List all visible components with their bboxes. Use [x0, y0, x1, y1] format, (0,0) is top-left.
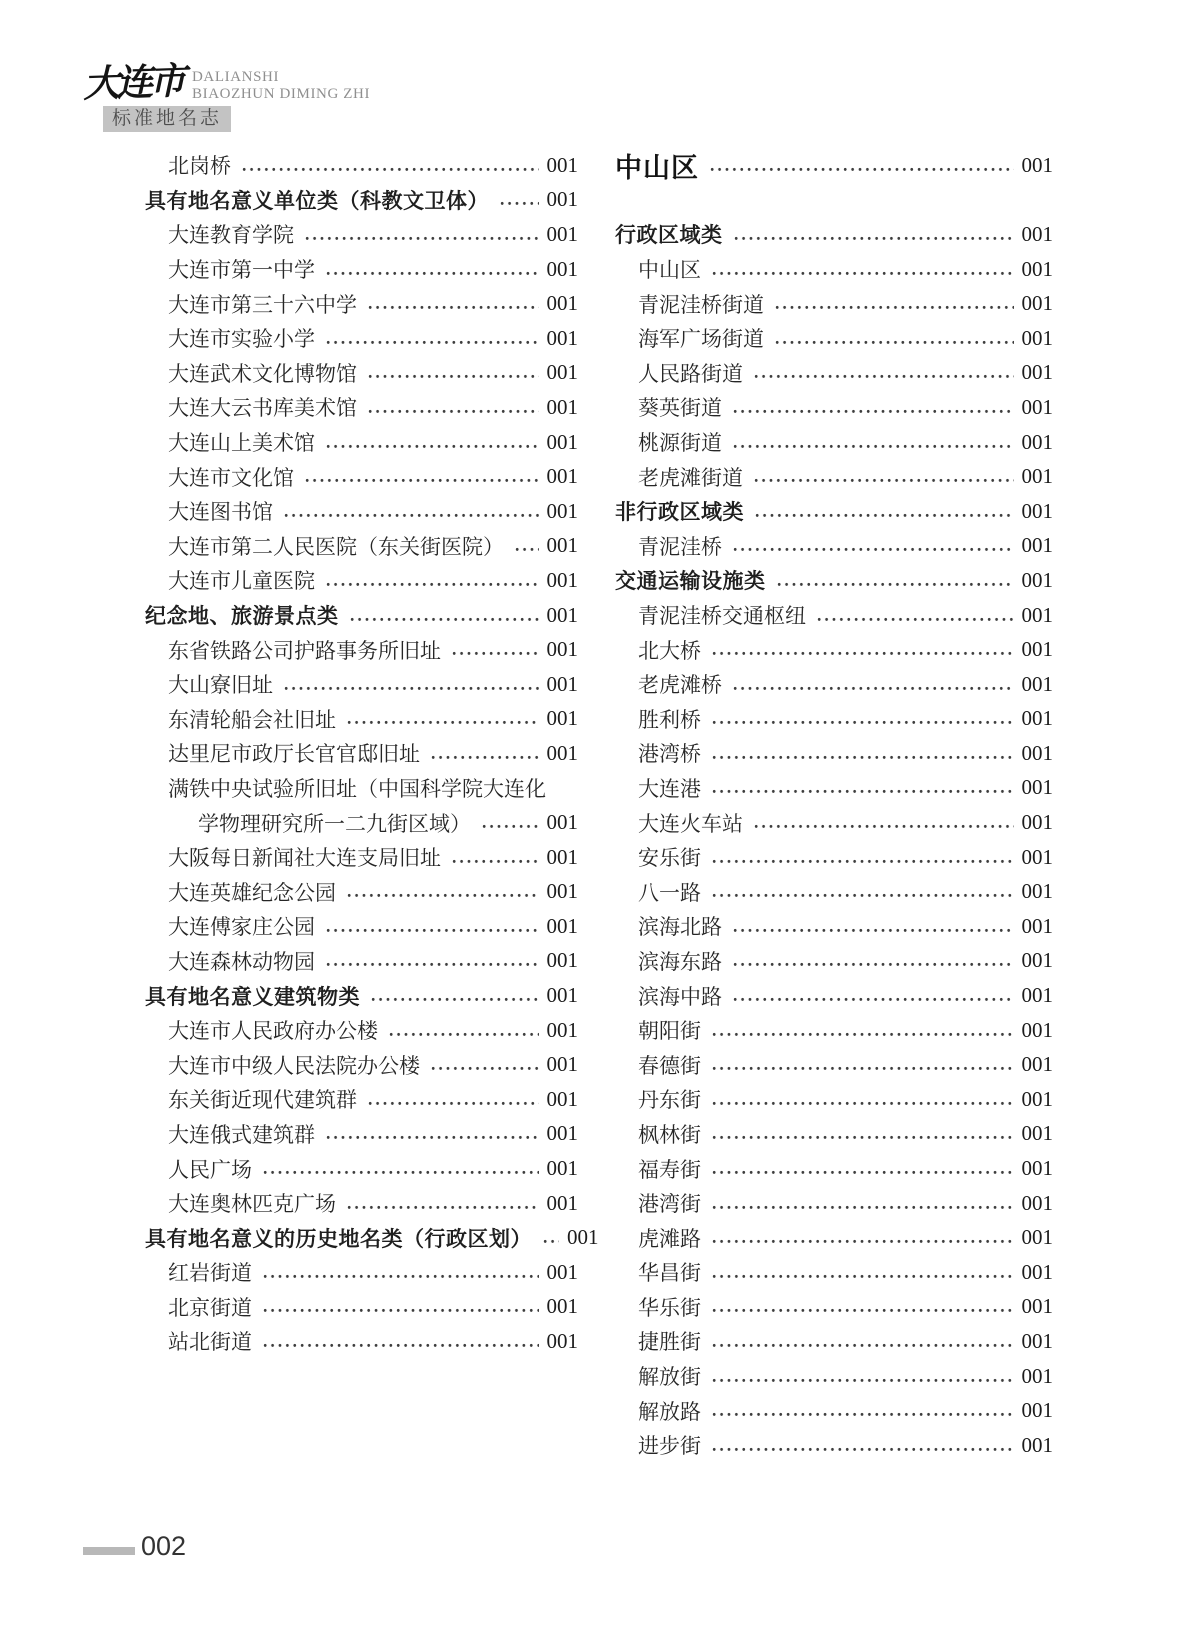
toc-entry-page: 001 [546, 1086, 578, 1111]
toc-entry [615, 459, 1053, 494]
toc-entry [615, 494, 1053, 529]
toc-entry [615, 1290, 1053, 1325]
toc-entry-title: 非行政区域类 [615, 501, 744, 525]
toc-entry-title: 大连市文化馆 [168, 465, 294, 490]
toc-entry-title: 大连武术文化博物馆 [168, 361, 357, 386]
toc-entry [145, 909, 578, 944]
toc-entry [615, 978, 1053, 1013]
toc-entry-title: 东省铁路公司护路事务所旧址 [168, 638, 441, 663]
toc-entry-title: 青泥洼桥 [638, 534, 722, 559]
toc-entry-page: 001 [1021, 1190, 1053, 1215]
toc-entry-page: 001 [546, 1052, 578, 1077]
toc-entry [145, 1151, 578, 1186]
toc-entry [615, 252, 1053, 287]
toc-entry-page: 001 [1021, 291, 1053, 316]
dot-leader [754, 824, 1014, 829]
toc-entry [145, 771, 578, 806]
toc-entry-title: 大连市第二人民医院（东关街医院） [168, 534, 504, 559]
toc-entry-title: 红岩街道 [168, 1261, 252, 1286]
toc-entry [145, 840, 578, 875]
logo-english-line1: DALIANSHI [192, 69, 280, 85]
dot-leader [712, 1343, 1014, 1348]
toc-entry [145, 736, 578, 771]
dot-leader [712, 1170, 1014, 1175]
toc-entry-title: 朝阳街 [638, 1019, 701, 1044]
dot-leader [305, 478, 539, 483]
dot-leader [263, 1274, 539, 1279]
toc-entry-page: 001 [546, 671, 578, 696]
dot-leader [326, 271, 539, 276]
toc-entry [615, 1186, 1053, 1221]
toc-entry-title: 老虎滩桥 [638, 673, 722, 698]
toc-entry-title: 具有地名意义的历史地名类（行政区划） [145, 1227, 532, 1251]
dot-leader [733, 997, 1014, 1002]
dot-leader [733, 928, 1014, 933]
dot-leader [754, 478, 1014, 483]
toc-entry-title: 解放路 [638, 1399, 701, 1424]
toc-entry-title: 华乐街 [638, 1295, 701, 1320]
toc-entry-page: 001 [546, 948, 578, 973]
toc-entry-page: 001 [1021, 325, 1053, 350]
toc-entry [145, 529, 578, 564]
toc-entry-page: 001 [1021, 1156, 1053, 1181]
toc-entry-title: 大连火车站 [638, 811, 743, 836]
toc-entry-page: 001 [546, 1121, 578, 1146]
toc-entry-title: 大阪每日新闻社大连支局旧址 [168, 846, 441, 871]
toc-entry-page: 001 [1021, 567, 1053, 592]
dot-leader [368, 374, 539, 379]
toc-entry-page: 001 [1021, 1259, 1053, 1284]
toc-entry-title: 八一路 [638, 880, 701, 905]
toc-entry [145, 252, 578, 287]
toc-entry [615, 356, 1053, 391]
toc-entry-title: 大连市儿童医院 [168, 569, 315, 594]
toc-entry-page: 001 [1021, 1294, 1053, 1319]
toc-entry-title: 青泥洼桥交通枢纽 [638, 604, 806, 629]
toc-entry-title: 大连奥林匹克广场 [168, 1192, 336, 1217]
toc-entry-title: 大连市中级人民法院办公楼 [168, 1053, 420, 1078]
footer-bar [83, 1547, 135, 1555]
toc-entry [615, 944, 1053, 979]
toc-entry-page: 001 [546, 602, 578, 627]
dot-leader [305, 236, 539, 241]
toc-entry-title: 大连市第一中学 [168, 258, 315, 283]
dot-leader [284, 513, 539, 518]
toc-entry-title: 华昌街 [638, 1261, 701, 1286]
toc-entry [145, 1186, 578, 1221]
toc-entry [615, 1117, 1053, 1152]
toc-entry [615, 1359, 1053, 1394]
dot-leader [755, 513, 1014, 518]
toc-entry [145, 1082, 578, 1117]
dot-leader [452, 859, 539, 864]
dot-leader [775, 305, 1014, 310]
toc-entry [615, 1151, 1053, 1186]
toc-entry [145, 356, 578, 391]
toc-entry-page: 001 [1021, 602, 1053, 627]
toc-entry-page: 001 [1021, 394, 1053, 419]
toc-entry-page: 001 [546, 1328, 578, 1353]
toc-entry-page: 001 [1021, 948, 1053, 973]
toc-entry-page: 001 [1021, 1086, 1053, 1111]
toc-entry-page: 001 [546, 879, 578, 904]
toc-entry-title: 葵英街道 [638, 396, 722, 421]
toc-entry-page: 001 [1021, 913, 1053, 938]
dot-leader [710, 167, 1014, 172]
toc-entry-title: 大连森林动物园 [168, 949, 315, 974]
dot-leader [712, 893, 1014, 898]
toc-entry-page: 001 [1021, 1017, 1053, 1042]
dot-leader [733, 962, 1014, 967]
toc-entry [145, 874, 578, 909]
toc-entry-title: 满铁中央试验所旧址（中国科学院大连化 [168, 776, 546, 801]
logo-english [192, 69, 370, 103]
dot-leader [326, 1135, 539, 1140]
toc-entry [145, 217, 578, 252]
dot-leader [326, 928, 539, 933]
toc-entry-page: 001 [546, 740, 578, 765]
dot-leader [712, 1447, 1014, 1452]
dot-leader [368, 1101, 539, 1106]
toc-entry [615, 909, 1053, 944]
toc-entry [145, 563, 578, 598]
logo-subtitle-badge: 标准地名志 [103, 106, 231, 132]
dot-leader [712, 859, 1014, 864]
toc-entry [615, 771, 1053, 806]
toc-entry-title: 海军广场街道 [638, 327, 764, 352]
dot-leader [326, 962, 539, 967]
toc-entry-page: 001 [1021, 671, 1053, 696]
dot-leader [452, 651, 539, 656]
dot-leader [712, 271, 1014, 276]
toc-entry-page: 001 [546, 360, 578, 385]
toc-entry-title: 大连市人民政府办公楼 [168, 1019, 378, 1044]
dot-leader [712, 1101, 1014, 1106]
dot-leader [347, 893, 539, 898]
toc-entry-title: 站北街道 [168, 1330, 252, 1355]
toc-entry-title: 大连教育学院 [168, 223, 294, 248]
toc-entry-page: 001 [1021, 1432, 1053, 1457]
toc-entry-page: 001 [1021, 1121, 1053, 1146]
toc-entry [615, 148, 1053, 183]
toc-entry-page: 001 [1021, 221, 1053, 246]
toc-entry-title: 达里尼市政厅长官官邸旧址 [168, 742, 420, 767]
toc-entry-page: 001 [1021, 1363, 1053, 1388]
dot-leader [263, 1343, 539, 1348]
toc-entry [145, 148, 578, 183]
toc-entry-title: 交通运输设施类 [615, 570, 766, 594]
dot-leader [431, 1066, 539, 1071]
toc-entry-title: 春德街 [638, 1053, 701, 1078]
toc-entry [615, 1324, 1053, 1359]
toc-entry [615, 1082, 1053, 1117]
toc-entry-title: 青泥洼桥街道 [638, 292, 764, 317]
toc-entry-title: 北京街道 [168, 1295, 252, 1320]
toc-entry-title: 纪念地、旅游景点类 [145, 605, 339, 629]
toc-entry [145, 598, 578, 633]
toc-entry-title: 进步街 [638, 1434, 701, 1459]
toc-entry-page: 001 [1021, 1398, 1053, 1423]
toc-entry-title: 具有地名意义单位类（科教文卫体） [145, 189, 489, 213]
dot-leader [347, 720, 539, 725]
logo-english-line2: BIAOZHUN DIMING ZHI [192, 85, 371, 102]
dot-leader [712, 755, 1014, 760]
toc-entry [145, 459, 578, 494]
toc-entry-page: 001 [546, 1017, 578, 1042]
toc-left-column [145, 148, 599, 1359]
toc-entry [145, 805, 578, 840]
toc-entry [145, 1013, 578, 1048]
toc-entry-page: 001 [546, 1190, 578, 1215]
toc-entry-title: 大连英雄纪念公园 [168, 880, 336, 905]
toc-entry [145, 494, 578, 529]
toc-entry-title: 虎滩路 [638, 1226, 701, 1251]
toc-entry [145, 1047, 578, 1082]
toc-entry [615, 286, 1053, 321]
toc-entry-title: 捷胜街 [638, 1330, 701, 1355]
dot-leader [754, 374, 1014, 379]
toc-entry-page: 001 [546, 913, 578, 938]
dot-leader [389, 1032, 539, 1037]
dot-leader [368, 409, 539, 414]
toc-entry-title: 大连市实验小学 [168, 327, 315, 352]
toc-entry [615, 598, 1053, 633]
toc-entry-title: 大连大云书库美术馆 [168, 396, 357, 421]
dot-leader [712, 1308, 1014, 1313]
dot-leader [350, 617, 539, 622]
toc-entry-title: 大连港 [638, 776, 701, 801]
toc-entry-page: 001 [1021, 533, 1053, 558]
toc-entry-title: 东关街近现代建筑群 [168, 1088, 357, 1113]
toc-entry-title: 学物理研究所一二九街区域） [198, 811, 471, 836]
page-number: 002 [141, 1531, 187, 1561]
toc-entry [145, 1255, 578, 1290]
toc-entry-title: 大连俄式建筑群 [168, 1122, 315, 1147]
toc-entry [615, 874, 1053, 909]
toc-entry-page: 001 [1021, 360, 1053, 385]
dot-leader [712, 1205, 1014, 1210]
dot-leader [482, 824, 539, 829]
toc-entry-title: 中山区 [615, 152, 699, 183]
toc-entry [145, 667, 578, 702]
toc-entry-page: 001 [1021, 464, 1053, 489]
toc-entry-page: 001 [546, 187, 578, 212]
toc-entry-title: 北岗桥 [168, 154, 231, 179]
dot-leader [734, 236, 1014, 241]
toc-entry [145, 183, 578, 218]
brand-logo [82, 58, 371, 132]
toc-entry [145, 702, 578, 737]
toc-entry-title: 大连山上美术馆 [168, 431, 315, 456]
toc-entry [615, 425, 1053, 460]
toc-entry-page: 001 [1021, 775, 1053, 800]
toc-entry-title: 人民广场 [168, 1157, 252, 1182]
toc-entry-page: 001 [1021, 152, 1053, 177]
toc-entry-page: 001 [546, 152, 578, 177]
toc-entry-title: 安乐街 [638, 846, 701, 871]
toc-entry-title: 滨海中路 [638, 984, 722, 1009]
dot-leader [733, 409, 1014, 414]
dot-leader [515, 547, 539, 552]
toc-right-column [615, 148, 1053, 1463]
toc-entry-title: 具有地名意义建筑物类 [145, 985, 360, 1009]
toc-entry-title: 人民路街道 [638, 361, 743, 386]
dot-leader [712, 789, 1014, 794]
toc-entry-title: 胜利桥 [638, 707, 701, 732]
dot-leader [733, 547, 1014, 552]
toc-entry-page: 001 [546, 1294, 578, 1319]
toc-entry [615, 667, 1053, 702]
toc-entry [615, 805, 1053, 840]
toc-entry-title: 滨海东路 [638, 949, 722, 974]
toc-entry [615, 217, 1053, 252]
toc-entry-page: 001 [546, 221, 578, 246]
dot-leader [263, 1170, 539, 1175]
dot-leader [712, 1378, 1014, 1383]
toc-entry [615, 632, 1053, 667]
toc-entry-page: 001 [567, 1225, 599, 1250]
toc-entry [615, 736, 1053, 771]
toc-entry [615, 702, 1053, 737]
toc-entry-title: 丹东街 [638, 1088, 701, 1113]
dot-leader [712, 720, 1014, 725]
dot-leader [500, 201, 539, 206]
toc-entry-title: 北大桥 [638, 638, 701, 663]
toc-entry-page: 001 [546, 394, 578, 419]
toc-entry [145, 1324, 578, 1359]
toc-entry-title: 大连傅家庄公园 [168, 915, 315, 940]
toc-entry-title: 港湾街 [638, 1192, 701, 1217]
dot-leader [543, 1239, 559, 1244]
toc-entry [145, 425, 578, 460]
dot-leader [733, 444, 1014, 449]
toc-entry [145, 978, 578, 1013]
toc-entry [145, 1117, 578, 1152]
toc-entry [615, 840, 1053, 875]
toc-entry-title: 桃源街道 [638, 431, 722, 456]
toc-entry-title: 滨海北路 [638, 915, 722, 940]
toc-entry [615, 1428, 1053, 1463]
toc-entry-title: 中山区 [638, 258, 701, 283]
toc-entry [615, 529, 1053, 564]
toc-entry-page: 001 [1021, 983, 1053, 1008]
toc-entry-page: 001 [1021, 740, 1053, 765]
toc-entry-page: 001 [546, 637, 578, 662]
toc-entry-page: 001 [1021, 429, 1053, 454]
toc-entry [615, 1013, 1053, 1048]
toc-entry-page: 001 [1021, 1328, 1053, 1353]
toc-entry [145, 286, 578, 321]
toc-entry-page: 001 [546, 325, 578, 350]
dot-leader [712, 1032, 1014, 1037]
toc-entry-title: 东清轮船会社旧址 [168, 707, 336, 732]
toc-entry-page: 001 [546, 810, 578, 835]
logo-chinese: 大连市 [82, 58, 183, 106]
toc-entry-title: 行政区域类 [615, 224, 723, 248]
dot-leader [712, 1066, 1014, 1071]
toc-entry-page: 001 [1021, 879, 1053, 904]
toc-entry [615, 321, 1053, 356]
toc-entry-title: 解放街 [638, 1365, 701, 1390]
toc-entry-title: 港湾桥 [638, 742, 701, 767]
dot-leader [712, 1274, 1014, 1279]
toc-entry-page: 001 [1021, 706, 1053, 731]
dot-leader [368, 305, 539, 310]
toc-entry-title: 枫林街 [638, 1122, 701, 1147]
dot-leader [326, 340, 539, 345]
toc-entry-page: 001 [1021, 1052, 1053, 1077]
toc-entry-title: 老虎滩街道 [638, 465, 743, 490]
dot-leader [712, 1412, 1014, 1417]
toc-entry [145, 1290, 578, 1325]
toc-entry-page: 001 [546, 464, 578, 489]
toc-entry-page: 001 [546, 498, 578, 523]
toc-entry-page: 001 [546, 567, 578, 592]
dot-leader [284, 686, 539, 691]
toc-entry-page: 001 [546, 256, 578, 281]
dot-leader [263, 1308, 539, 1313]
dot-leader [712, 651, 1014, 656]
toc-entry [145, 321, 578, 356]
toc-entry [145, 632, 578, 667]
toc-entry-page: 001 [1021, 256, 1053, 281]
dot-leader [712, 1135, 1014, 1140]
dot-leader [775, 340, 1014, 345]
dot-leader [817, 617, 1014, 622]
toc-entry-title: 福寿街 [638, 1157, 701, 1182]
dot-leader [242, 167, 539, 172]
toc-entry [615, 563, 1053, 598]
dot-leader [326, 582, 539, 587]
dot-leader [733, 686, 1014, 691]
dot-leader [712, 1239, 1014, 1244]
toc-entry-page: 001 [1021, 637, 1053, 662]
dot-leader [371, 997, 539, 1002]
toc-entry-page: 001 [1021, 1225, 1053, 1250]
dot-leader [326, 444, 539, 449]
toc-entry [615, 1393, 1053, 1428]
toc-entry-page: 001 [546, 983, 578, 1008]
toc-entry-page: 001 [1021, 810, 1053, 835]
dot-leader [431, 755, 539, 760]
toc-entry-page: 001 [546, 429, 578, 454]
toc-entry-page: 001 [546, 1259, 578, 1284]
toc-entry-title: 大山寮旧址 [168, 673, 273, 698]
toc-entry-title: 大连市第三十六中学 [168, 292, 357, 317]
toc-entry-page: 001 [1021, 844, 1053, 869]
toc-entry-page: 001 [546, 706, 578, 731]
toc-entry-page: 001 [1021, 498, 1053, 523]
toc-entry [615, 1220, 1053, 1255]
dot-leader [347, 1205, 539, 1210]
toc-entry-page: 001 [546, 533, 578, 558]
toc-entry [615, 390, 1053, 425]
toc-entry [615, 1255, 1053, 1290]
toc-entry [615, 1047, 1053, 1082]
dot-leader [777, 582, 1014, 587]
toc-entry [145, 390, 578, 425]
toc-entry-title: 大连图书馆 [168, 500, 273, 525]
toc-entry-page: 001 [546, 1156, 578, 1181]
toc-entry [145, 944, 578, 979]
toc-entry [145, 1220, 599, 1255]
toc-entry-page: 001 [546, 844, 578, 869]
toc-entry-page: 001 [546, 291, 578, 316]
